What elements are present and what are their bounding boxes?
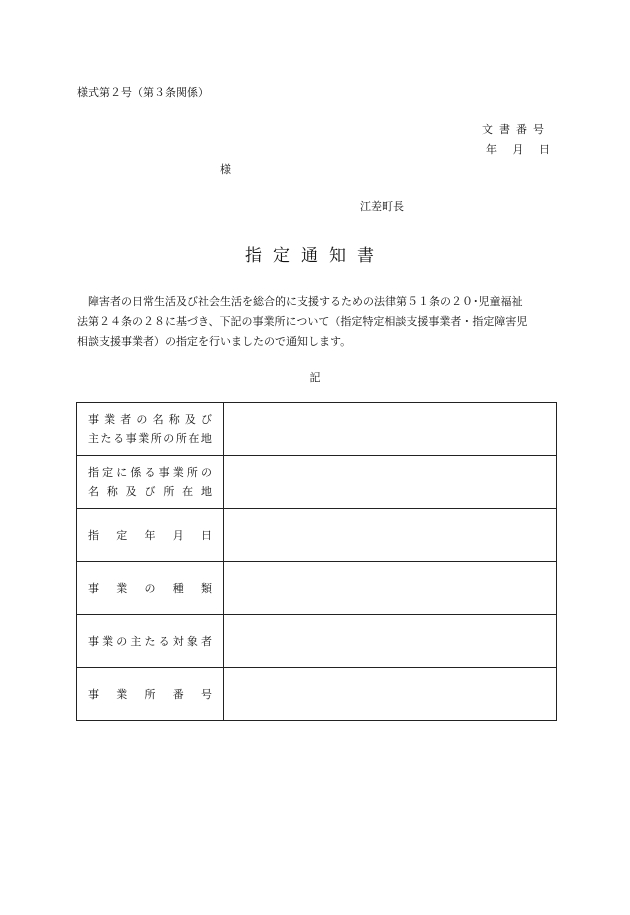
body-line: 相談支援事業者）の指定を行いましたので通知します。 [77,335,352,348]
row-value[interactable] [224,562,557,615]
row-value[interactable] [224,456,557,509]
body-line: 法第２４条の２８に基づき、下記の事業所について（指定特定相談支援事業者・指定障害児 [77,315,528,328]
date-label: 年 月 日 [486,143,550,156]
row-label [77,456,224,509]
document-number-label: 文書番号 [482,123,550,136]
recipient-honorific: 様 [220,163,231,176]
table-row [77,403,557,456]
row-label [77,562,224,615]
form-number: 様式第２号（第３条関係） [77,86,209,99]
row-label-line: 指 定 に 係 る 事 業 所 の [88,466,212,479]
row-label [77,615,224,668]
row-value[interactable] [224,615,557,668]
body-line: 障害者の日常生活及び社会生活を総合的に支援するための法律第５１条の２０･児童福祉 [77,295,523,308]
sender-name: 江差町長 [360,200,404,213]
row-value[interactable] [224,403,557,456]
table-row [77,456,557,509]
row-value[interactable] [224,509,557,562]
table-row [77,509,557,562]
table-row [77,615,557,668]
detail-table [76,402,557,721]
body-paragraph [77,292,562,352]
row-label-line: 事 業 者 の 名 称 及 び [88,413,212,426]
row-label-line: 事 業 所 番 号 [88,687,212,701]
row-label [77,509,224,562]
row-label-line: 指 定 年 月 日 [88,528,212,542]
row-value[interactable] [224,668,557,721]
row-label-line: 主 た る 事 業 所 の 所 在 地 [88,432,212,445]
table-row [77,668,557,721]
row-label [77,403,224,456]
row-label-line: 名 称 及 び 所 在 地 [88,485,212,498]
document-title: 指定通知書 [245,246,385,266]
row-label [77,668,224,721]
table-row [77,562,557,615]
row-label-line: 事 業 の 種 類 [88,581,212,595]
row-label-line: 事 業 の 主 た る 対 象 者 [88,634,212,648]
ki-marker: 記 [309,371,321,384]
